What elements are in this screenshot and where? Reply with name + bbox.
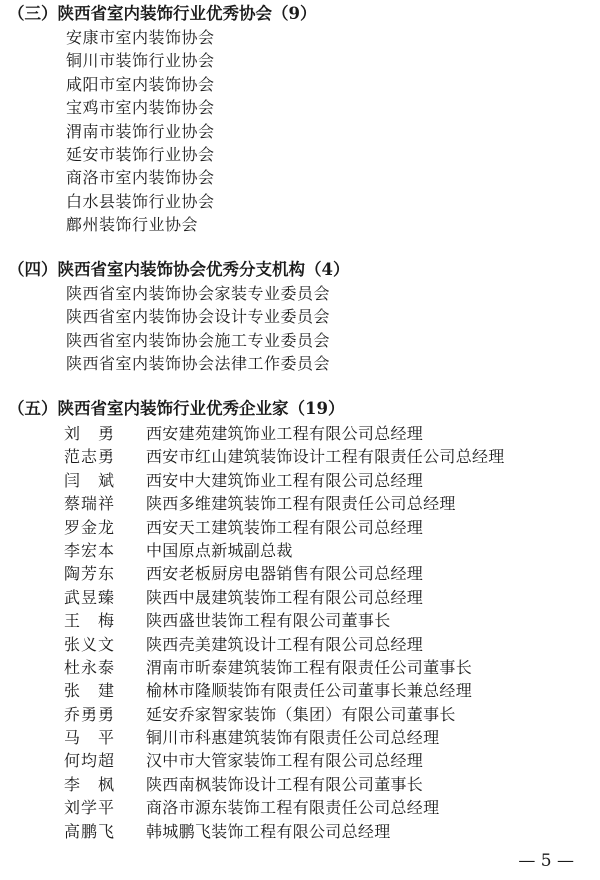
section-heading: （四）陕西省室内装饰协会优秀分支机构（4） — [8, 260, 350, 279]
list-item — [64, 539, 505, 562]
list-item — [64, 445, 505, 468]
list-item — [64, 516, 505, 539]
section-heading: （五）陕西省室内装饰行业优秀企业家（19） — [8, 399, 345, 418]
list-item — [64, 633, 505, 656]
list-item — [64, 609, 505, 632]
list-item: 白水县装饰行业协会 — [66, 191, 215, 211]
person-name: 杜永泰 — [64, 657, 114, 677]
page-number: — 5 — — [518, 851, 574, 871]
entrepreneur-list — [64, 422, 505, 843]
person-title: 铜川市科惠建筑装饰有限责任公司总经理 — [146, 728, 440, 748]
section-heading: （三）陕西省室内装饰行业优秀协会（9） — [8, 4, 317, 23]
person-name: 蔡瑞祥 — [64, 494, 114, 514]
list-item: 渭南市装饰行业协会 — [66, 121, 215, 141]
list-item — [64, 796, 505, 819]
person-title: 西安建苑建筑饰业工程有限公司总经理 — [146, 424, 424, 443]
list-item — [64, 469, 505, 492]
list-item: 鄜州装饰行业协会 — [66, 215, 199, 235]
person-title: 榆林市隆顺装饰有限责任公司董事长兼总经理 — [146, 681, 473, 701]
person-name: 范志勇 — [64, 447, 114, 467]
list-item — [64, 726, 505, 749]
person-name: 武昱臻 — [64, 587, 114, 607]
person-title: 陕西中晟建筑装饰工程有限公司总经理 — [146, 587, 424, 607]
person-title: 西安市红山建筑装饰设计工程有限责任公司总经理 — [146, 447, 505, 467]
person-name: 王梅 — [64, 611, 114, 631]
list-item — [64, 492, 505, 515]
list-item: 铜川市装饰行业协会 — [66, 51, 215, 71]
person-title: 西安老板厨房电器销售有限公司总经理 — [146, 564, 424, 584]
list-item — [64, 820, 505, 843]
list-item — [64, 679, 505, 702]
person-title: 西安中大建筑饰业工程有限公司总经理 — [146, 470, 424, 490]
person-title: 陕西壳美建筑设计工程有限公司总经理 — [146, 634, 424, 654]
list-item — [64, 773, 505, 796]
list-item: 咸阳市室内装饰协会 — [66, 74, 215, 94]
person-name: 张义文 — [64, 634, 114, 654]
person-title: 延安乔家智家装饰（集团）有限公司董事长 — [146, 704, 456, 724]
list-item: 延安市装饰行业协会 — [66, 144, 215, 164]
person-title: 中国原点新城副总裁 — [146, 540, 293, 560]
person-name: 刘学平 — [64, 798, 114, 818]
person-name: 何均超 — [64, 751, 114, 771]
list-item — [64, 749, 505, 772]
person-name: 李宏本 — [64, 540, 114, 560]
person-name: 马平 — [64, 728, 114, 748]
list-item — [64, 656, 505, 679]
person-title: 汉中市大管家装饰工程有限公司总经理 — [146, 751, 424, 771]
list-item: 商洛市室内装饰协会 — [66, 168, 215, 188]
person-name: 闫斌 — [64, 470, 114, 490]
person-title: 韩城鹏飞装饰工程有限公司总经理 — [146, 821, 391, 841]
person-title: 陕西盛世装饰工程有限公司董事长 — [146, 611, 391, 631]
person-title: 陕西南枫装饰设计工程有限公司董事长 — [146, 774, 424, 794]
list-item — [64, 422, 505, 445]
person-title: 渭南市昕泰建筑装饰工程有限责任公司董事长 — [146, 657, 473, 677]
person-name: 李枫 — [64, 774, 114, 794]
person-name: 罗金龙 — [64, 517, 114, 537]
person-name: 刘勇 — [64, 424, 114, 443]
person-name: 乔勇勇 — [64, 704, 114, 724]
list-item — [64, 703, 505, 726]
branch-list — [66, 282, 330, 376]
person-name: 高鹏飞 — [64, 821, 114, 841]
list-item — [64, 562, 505, 585]
person-name: 张建 — [64, 681, 114, 701]
list-item: 陕西省室内装饰协会施工专业委员会 — [66, 330, 331, 350]
list-item: 陕西省室内装饰协会家装专业委员会 — [66, 284, 331, 303]
person-title: 陕西多维建筑装饰工程有限责任公司总经理 — [146, 494, 456, 514]
list-item — [64, 586, 505, 609]
list-item: 安康市室内装饰协会 — [66, 28, 215, 47]
association-list — [66, 26, 215, 237]
person-title: 商洛市源东装饰工程有限责任公司总经理 — [146, 798, 440, 818]
list-item: 宝鸡市室内装饰协会 — [66, 98, 215, 118]
person-name: 陶芳东 — [64, 564, 114, 584]
list-item: 陕西省室内装饰协会设计专业委员会 — [66, 307, 331, 327]
list-item: 陕西省室内装饰协会法律工作委员会 — [66, 354, 331, 374]
person-title: 西安天工建筑装饰工程有限公司总经理 — [146, 517, 424, 537]
